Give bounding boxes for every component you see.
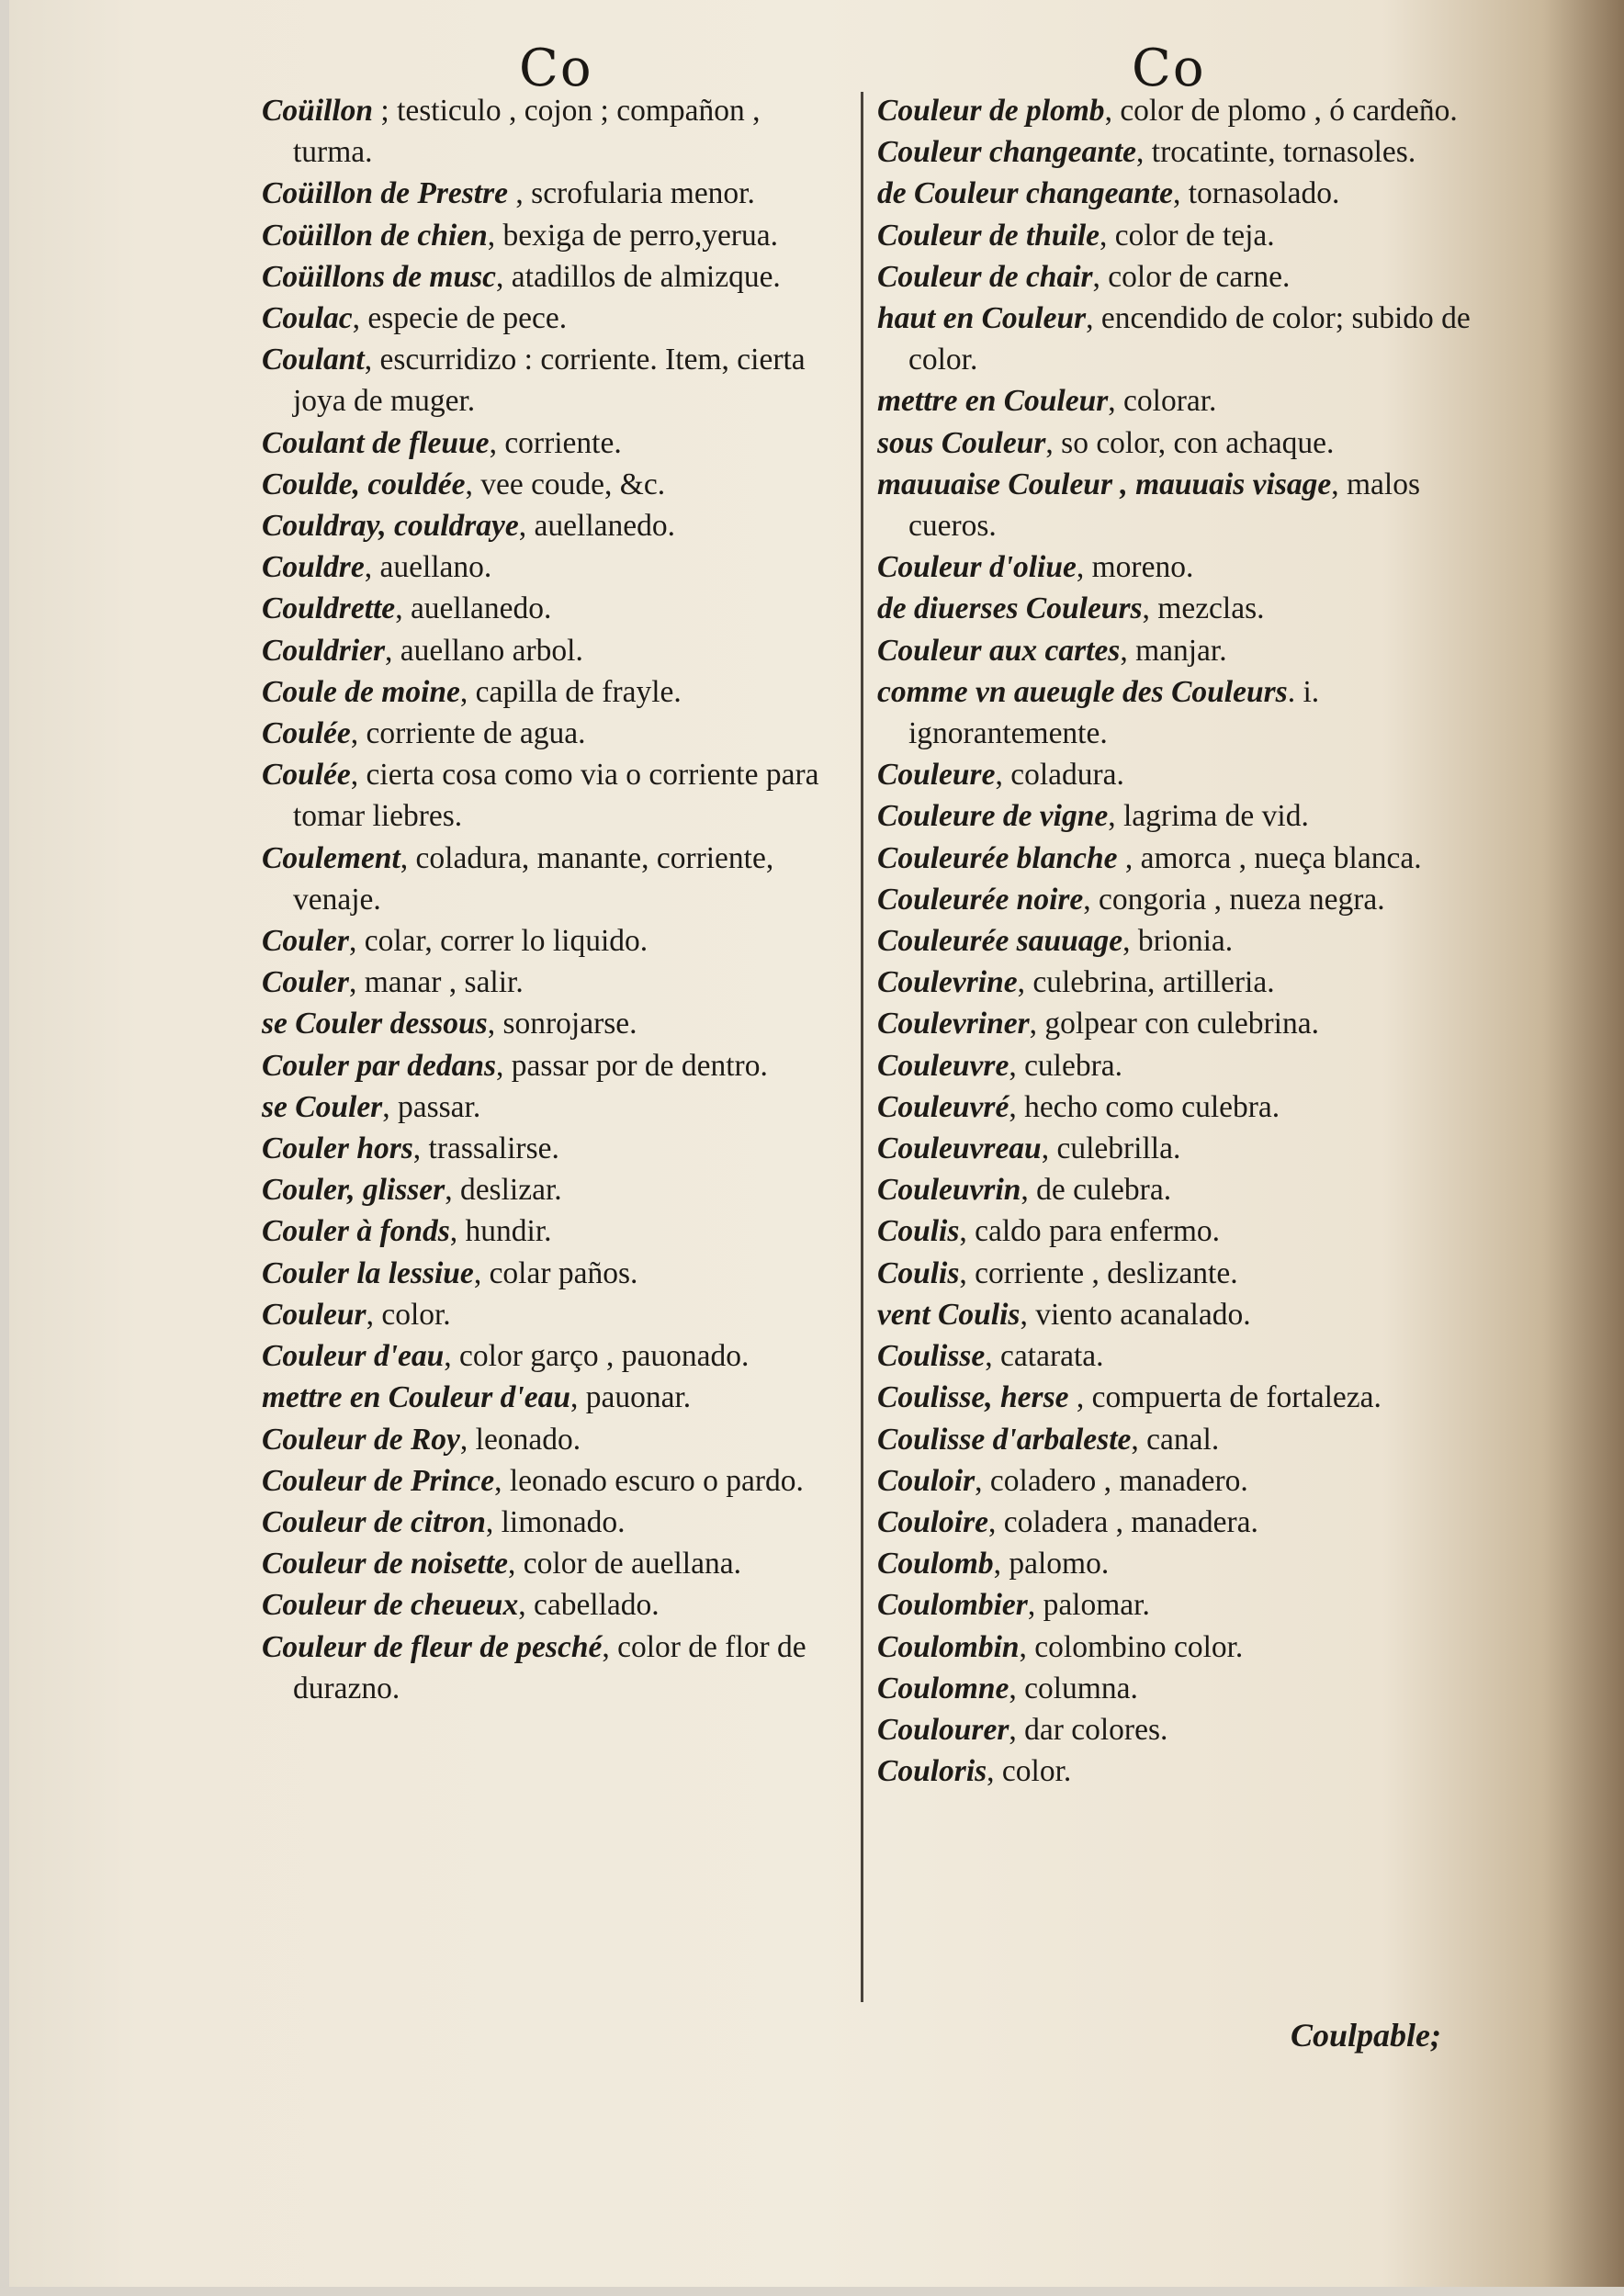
entry-headword: Couleuvrin <box>877 1173 1021 1208</box>
dictionary-entry <box>877 464 1483 546</box>
entry-headword: Coüillon de Prestre <box>262 176 509 211</box>
dictionary-entry <box>262 1003 840 1044</box>
entry-headword: Couleur de Prince <box>262 1463 495 1498</box>
entry-definition: ; testiculo , cojon ; compañon , turma. <box>293 94 761 170</box>
dictionary-entry <box>877 795 1483 837</box>
dictionary-entry <box>262 1335 840 1377</box>
dictionary-entry <box>877 1709 1483 1750</box>
dictionary-entry <box>262 1502 840 1543</box>
entry-definition: , colombino color. <box>1019 1629 1244 1664</box>
dictionary-entry <box>877 1584 1483 1626</box>
entry-headword: Coulant de fleuue <box>262 425 490 460</box>
entry-headword: Couler à fonds <box>262 1214 450 1249</box>
running-header-right: Co <box>1132 39 1206 98</box>
entry-headword: comme vn aueugle des Couleurs <box>877 674 1288 709</box>
entry-definition: , colar paños. <box>473 1255 638 1290</box>
entry-headword: Coulisse <box>877 1339 986 1374</box>
entry-definition: , dar colores. <box>1009 1712 1168 1747</box>
entry-headword: Coulée <box>262 758 351 793</box>
dictionary-entry <box>877 90 1483 131</box>
entry-headword: Couleure <box>877 758 996 793</box>
entry-headword: Coulevrine <box>877 965 1018 1000</box>
dictionary-entry <box>877 838 1483 879</box>
dictionary-entry <box>262 90 840 173</box>
entry-definition: , pauonar. <box>570 1380 692 1415</box>
dictionary-entry <box>877 671 1483 754</box>
entry-definition: , trassalirse. <box>412 1131 559 1166</box>
dictionary-entry <box>877 1626 1483 1668</box>
entry-definition: , hundir. <box>449 1214 552 1249</box>
dictionary-entry <box>877 1335 1483 1377</box>
entry-definition: , compuerta de fortaleza. <box>1068 1380 1382 1415</box>
entry-definition: , corriente. <box>489 425 622 460</box>
dictionary-entry <box>877 1253 1483 1294</box>
entry-definition: , culebrina, artilleria. <box>1017 965 1275 1000</box>
entry-headword: Couleuvré <box>877 1089 1009 1124</box>
dictionary-entry <box>262 588 840 629</box>
entry-definition: , brionia. <box>1122 924 1234 959</box>
entry-headword: Couleur changeante <box>877 135 1137 170</box>
entry-headword: Coulomb <box>877 1547 994 1581</box>
entry-definition: , culebrilla. <box>1041 1131 1181 1166</box>
entry-definition: , vee coude, &c. <box>465 467 666 501</box>
dictionary-entry <box>877 1003 1483 1044</box>
entry-definition: , culebra. <box>1009 1048 1123 1083</box>
dictionary-entry <box>877 879 1483 920</box>
dictionary-entry <box>262 1294 840 1335</box>
entry-headword: Couloire <box>877 1504 988 1539</box>
entry-definition: , color de teja. <box>1100 218 1275 253</box>
entry-definition: , corriente , deslizante. <box>959 1255 1238 1290</box>
dictionary-entry <box>877 1086 1483 1128</box>
entry-definition: , amorca , nueça blanca. <box>1117 840 1422 875</box>
dictionary-entry <box>262 215 840 256</box>
dictionary-entry <box>877 298 1483 380</box>
entry-definition: , color. <box>366 1297 451 1332</box>
entry-definition: , sonrojarse. <box>487 1007 637 1041</box>
entry-headword: Coulourer <box>877 1712 1009 1747</box>
entry-headword: Couldrette <box>262 591 396 626</box>
entry-headword: Couldre <box>262 550 365 585</box>
dictionary-entry <box>877 1668 1483 1709</box>
dictionary-entry <box>877 215 1483 256</box>
entry-definition: , color garço , pauonado. <box>444 1339 750 1374</box>
entry-definition: , palomo. <box>993 1547 1110 1581</box>
entry-definition: , manar , salir. <box>348 965 524 1000</box>
entry-definition: , color de flor de durazno. <box>293 1629 806 1705</box>
dictionary-entry <box>262 339 840 422</box>
dictionary-entry <box>262 1253 840 1294</box>
dictionary-entry <box>262 464 840 505</box>
entry-headword: de diuerses Couleurs <box>877 591 1143 626</box>
entry-definition: , coladera , manadera. <box>988 1504 1258 1539</box>
entry-headword: Coulant <box>262 343 365 377</box>
entry-definition: , viento acanalado. <box>1020 1297 1251 1332</box>
entry-headword: Couleur <box>262 1297 367 1332</box>
dictionary-entry <box>877 1294 1483 1335</box>
entry-definition: , leonado. <box>459 1422 581 1457</box>
dictionary-entry <box>262 920 840 962</box>
dictionary-entry <box>262 1460 840 1502</box>
entry-definition: , especie de pece. <box>352 301 568 336</box>
entry-definition: , palomar. <box>1027 1588 1150 1623</box>
right-column <box>877 90 1483 1792</box>
dictionary-entry <box>877 920 1483 962</box>
dictionary-entry <box>877 1377 1483 1418</box>
dictionary-entry <box>877 131 1483 173</box>
entry-definition: , cabellado. <box>518 1588 660 1623</box>
entry-definition: , auellano. <box>364 550 492 585</box>
entry-headword: Coüillon <box>262 94 374 128</box>
entry-headword: Couleur d'eau <box>262 1339 445 1374</box>
entry-headword: Couler la lessiue <box>262 1255 474 1290</box>
entry-headword: Couleur de Roy <box>262 1422 460 1457</box>
entry-definition: , manjar. <box>1120 633 1227 668</box>
entry-definition: , passar por de dentro. <box>496 1048 768 1083</box>
dictionary-entry <box>877 1543 1483 1584</box>
entry-definition: , atadillos de almizque. <box>496 259 781 294</box>
entry-headword: Couleurée blanche <box>877 840 1118 875</box>
dictionary-entry <box>262 298 840 339</box>
dictionary-entry <box>262 671 840 713</box>
entry-headword: Coulomne <box>877 1671 1009 1705</box>
entry-headword: Couler <box>262 924 349 959</box>
entry-definition: , scrofularia menor. <box>508 176 755 211</box>
entry-definition: , congoria , nueza negra. <box>1083 882 1385 917</box>
entry-headword: Couleur de plomb <box>877 94 1105 128</box>
entry-definition: , canal. <box>1131 1422 1220 1457</box>
dictionary-entry <box>877 1460 1483 1502</box>
entry-definition: , corriente de agua. <box>350 716 586 751</box>
entry-definition: , colar, correr lo liquido. <box>348 924 648 959</box>
entry-headword: Coulis <box>877 1214 960 1249</box>
entry-definition: , auellanedo. <box>395 591 552 626</box>
dictionary-entry <box>262 546 840 588</box>
entry-definition: , capilla de frayle. <box>459 674 682 709</box>
entry-definition: , colorar. <box>1108 384 1217 419</box>
dictionary-entry <box>877 630 1483 671</box>
entry-headword: Couleur aux cartes <box>877 633 1121 668</box>
dictionary-entry <box>262 1377 840 1418</box>
dictionary-entry <box>262 1169 840 1210</box>
dictionary-entry <box>262 1419 840 1460</box>
entry-headword: Coulée <box>262 716 351 751</box>
entry-headword: mauuaise Couleur , mauuais visage <box>877 467 1332 501</box>
entry-headword: Coulombin <box>877 1629 1020 1664</box>
entry-definition: , limonado. <box>485 1504 626 1539</box>
dictionary-entry <box>262 1045 840 1086</box>
entry-headword: Couleuvreau <box>877 1131 1042 1166</box>
entry-definition: , auellanedo. <box>518 509 675 544</box>
dictionary-entry <box>877 1750 1483 1792</box>
entry-headword: Coulombier <box>877 1588 1028 1623</box>
entry-headword: Couleur d'oliue <box>877 550 1077 585</box>
catchword: Coulpable; <box>1291 2017 1442 2054</box>
entry-headword: de Couleur changeante <box>877 176 1173 211</box>
entry-definition: , coladura, manante, corriente, venaje. <box>293 840 774 917</box>
dictionary-entry <box>877 256 1483 298</box>
entry-definition: , coladero , manadero. <box>975 1463 1248 1498</box>
entry-definition: , color de carne. <box>1092 259 1291 294</box>
entry-definition: , tornasolado. <box>1173 176 1340 211</box>
entry-headword: Coulde, couldée <box>262 467 466 501</box>
dictionary-entry <box>262 1543 840 1584</box>
entry-headword: Couler par dedans <box>262 1048 497 1083</box>
entry-definition: , catarata. <box>985 1339 1104 1374</box>
dictionary-entry <box>877 1045 1483 1086</box>
dictionary-entry <box>262 713 840 754</box>
entry-headword: se Couler dessous <box>262 1007 488 1041</box>
entry-definition: , caldo para enfermo. <box>959 1214 1221 1249</box>
entry-definition: , encendido de color; subido de color. <box>908 301 1471 377</box>
entry-definition: , de culebra. <box>1021 1173 1172 1208</box>
entry-headword: Couler <box>262 965 349 1000</box>
entry-headword: Coulis <box>877 1255 960 1290</box>
dictionary-entry <box>877 754 1483 795</box>
entry-headword: Coulement <box>262 840 400 875</box>
dictionary-entry <box>262 173 840 214</box>
entry-headword: Coüillons de musc <box>262 259 497 294</box>
dictionary-entry <box>262 838 840 920</box>
entry-definition: , leonado escuro o pardo. <box>494 1463 804 1498</box>
entry-definition: , so color, con achaque. <box>1045 425 1335 460</box>
entry-definition: , escurridizo : corriente. Item, cierta joya de muger. <box>293 343 806 419</box>
entry-definition: , bexiga de perro,yerua. <box>487 218 778 253</box>
entry-definition: , malos cueros. <box>908 467 1421 544</box>
entry-headword: Coulac <box>262 301 353 336</box>
dictionary-entry <box>877 380 1483 422</box>
dictionary-entry <box>262 962 840 1003</box>
dictionary-entry <box>877 173 1483 214</box>
left-column <box>262 90 840 1709</box>
entry-headword: Couloris <box>877 1754 987 1789</box>
dictionary-entry <box>262 754 840 837</box>
dictionary-entry <box>877 1169 1483 1210</box>
entry-headword: Couleuvre <box>877 1048 1009 1083</box>
entry-definition: , mezclas. <box>1142 591 1265 626</box>
entry-headword: Couleure de vigne <box>877 799 1109 834</box>
entry-headword: Coüillon de chien <box>262 218 488 253</box>
dictionary-entry <box>262 422 840 464</box>
entry-definition: , color. <box>987 1754 1072 1789</box>
entry-definition: , coladura. <box>995 758 1124 793</box>
entry-headword: Couloir <box>877 1463 976 1498</box>
entry-definition: , passar. <box>382 1089 481 1124</box>
dictionary-entry <box>262 1128 840 1169</box>
entry-definition: , lagrima de vid. <box>1108 799 1309 834</box>
entry-headword: Couleur de noisette <box>262 1547 509 1581</box>
dictionary-entry <box>262 505 840 546</box>
entry-headword: mettre en Couleur <box>877 384 1109 419</box>
entry-headword: Coulisse d'arbaleste <box>877 1422 1132 1457</box>
entry-definition: , moreno. <box>1076 550 1194 585</box>
entry-headword: Couldray, couldraye <box>262 509 519 544</box>
entry-headword: haut en Couleur <box>877 301 1087 336</box>
entry-headword: Couleurée sauuage <box>877 924 1123 959</box>
entry-headword: Couleur de chair <box>877 259 1093 294</box>
dictionary-entry <box>262 1626 840 1709</box>
entry-headword: Couleur de cheueux <box>262 1588 519 1623</box>
entry-headword: Couler, glisser <box>262 1173 445 1208</box>
entry-headword: vent Coulis <box>877 1297 1021 1332</box>
entry-definition: , trocatinte, tornasoles. <box>1136 135 1416 170</box>
dictionary-entry <box>877 1210 1483 1252</box>
entry-headword: Couleur de citron <box>262 1504 486 1539</box>
entry-definition: , golpear con culebrina. <box>1029 1007 1319 1041</box>
dictionary-entry <box>877 1502 1483 1543</box>
entry-headword: se Couler <box>262 1089 383 1124</box>
entry-definition: , auellano arbol. <box>385 633 583 668</box>
dictionary-entry <box>877 588 1483 629</box>
entry-headword: mettre en Couleur d'eau <box>262 1380 570 1415</box>
entry-headword: sous Couleur <box>877 425 1046 460</box>
entry-headword: Couler hors <box>262 1131 413 1166</box>
dictionary-entry <box>262 1210 840 1252</box>
entry-headword: Couleur de fleur de pesché <box>262 1629 603 1664</box>
dictionary-entry <box>877 422 1483 464</box>
entry-headword: Coulevriner <box>877 1007 1030 1041</box>
entry-definition: , hecho como culebra. <box>1009 1089 1280 1124</box>
entry-definition: , color de auellana. <box>508 1547 741 1581</box>
entry-definition: , color de plomo , ó cardeño. <box>1104 94 1458 128</box>
entry-definition: . i. ignorantemente. <box>908 674 1320 751</box>
entry-definition: , deslizar. <box>445 1173 562 1208</box>
dictionary-entry <box>877 1419 1483 1460</box>
dictionary-entry <box>262 630 840 671</box>
entry-definition: , cierta cosa como via o corriente para tomar liebres. <box>293 758 819 834</box>
entry-headword: Coulisse, herse <box>877 1380 1069 1415</box>
dictionary-page <box>9 0 1624 2287</box>
entry-headword: Coule de moine <box>262 674 460 709</box>
column-divider <box>861 92 863 2002</box>
running-header-left: Co <box>519 39 593 98</box>
entry-headword: Couleurée noire <box>877 882 1084 917</box>
dictionary-entry <box>877 546 1483 588</box>
dictionary-entry <box>262 1584 840 1626</box>
dictionary-entry <box>262 1086 840 1128</box>
entry-definition: , columna. <box>1009 1671 1138 1705</box>
entry-headword: Couleur de thuile <box>877 218 1100 253</box>
dictionary-entry <box>877 1128 1483 1169</box>
dictionary-entry <box>262 256 840 298</box>
dictionary-entry <box>877 962 1483 1003</box>
entry-headword: Couldrier <box>262 633 386 668</box>
